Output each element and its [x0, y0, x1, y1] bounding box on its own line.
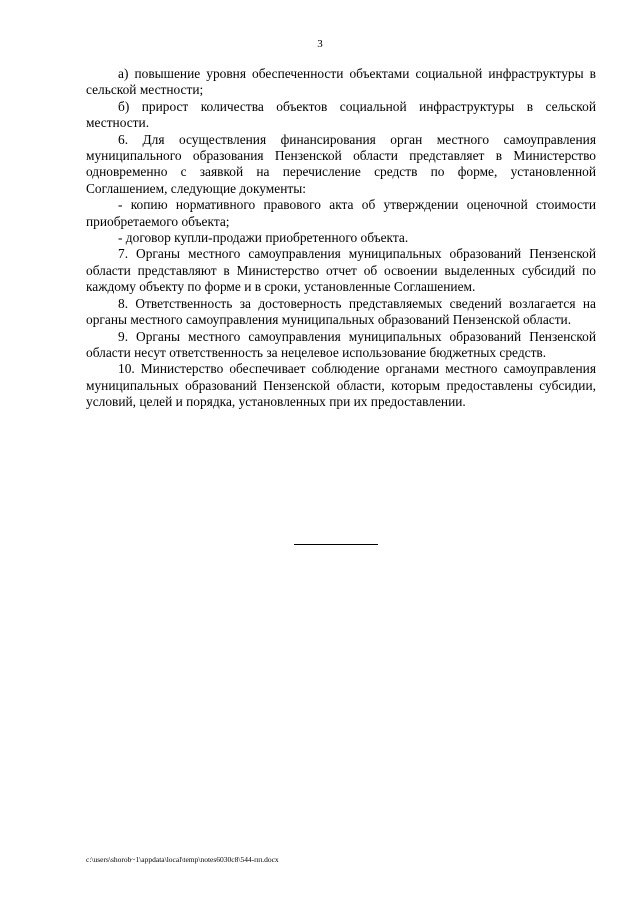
paragraph-clause-9: 9. Органы местного самоуправления муниципальных образований Пензенской области несут ответственность за нецелевое использование бюджетных средств. [86, 328, 596, 360]
paragraph-clause-10: 10. Министерство обеспечивает соблюдение органами местного самоуправления муниципальных образований Пензенской области, которым предоставлены субсидии, условий, целей и порядка, установленных при их предоставлении. [86, 361, 596, 410]
paragraph-clause-7: 7. Органы местного самоуправления муниципальных образований Пензенской области представляют в Министерство отчет об освоении выделенных субсидий по каждому объекту по форме и в сроки, установленные Соглашением. [86, 246, 596, 295]
paragraph-bullet-copy-act: - копию нормативного правового акта об утверждении оценочной стоимости приобретаемого объекта; [86, 197, 596, 229]
end-separator-line [294, 544, 378, 545]
paragraph-bullet-contract: - договор купли-продажи приобретенного объекта. [118, 230, 409, 246]
page-number: 3 [317, 38, 323, 50]
footer-file-path: c:\users\shorob~1\appdata\local\temp\notes6030c8\544-пп.docx [86, 855, 279, 864]
document-body [86, 66, 596, 411]
paragraph-clause-8: 8. Ответственность за достоверность представляемых сведений возлагается на органы местного самоуправления муниципальных образований Пензенской области. [86, 295, 596, 328]
paragraph-item-a: а) повышение уровня обеспеченности объектами социальной инфраструктуры в сельской местности; [86, 66, 596, 98]
paragraph-clause-6: 6. Для осуществления финансирования орган местного самоуправления муниципального образования Пензенской области представляет в Министерство одновременно с заявкой на перечисление средств по форме, установленной Соглашением, следующие документы: [86, 131, 596, 196]
paragraph-item-b: б) прирост количества объектов социальной инфраструктуры в сельской местности. [86, 98, 596, 131]
